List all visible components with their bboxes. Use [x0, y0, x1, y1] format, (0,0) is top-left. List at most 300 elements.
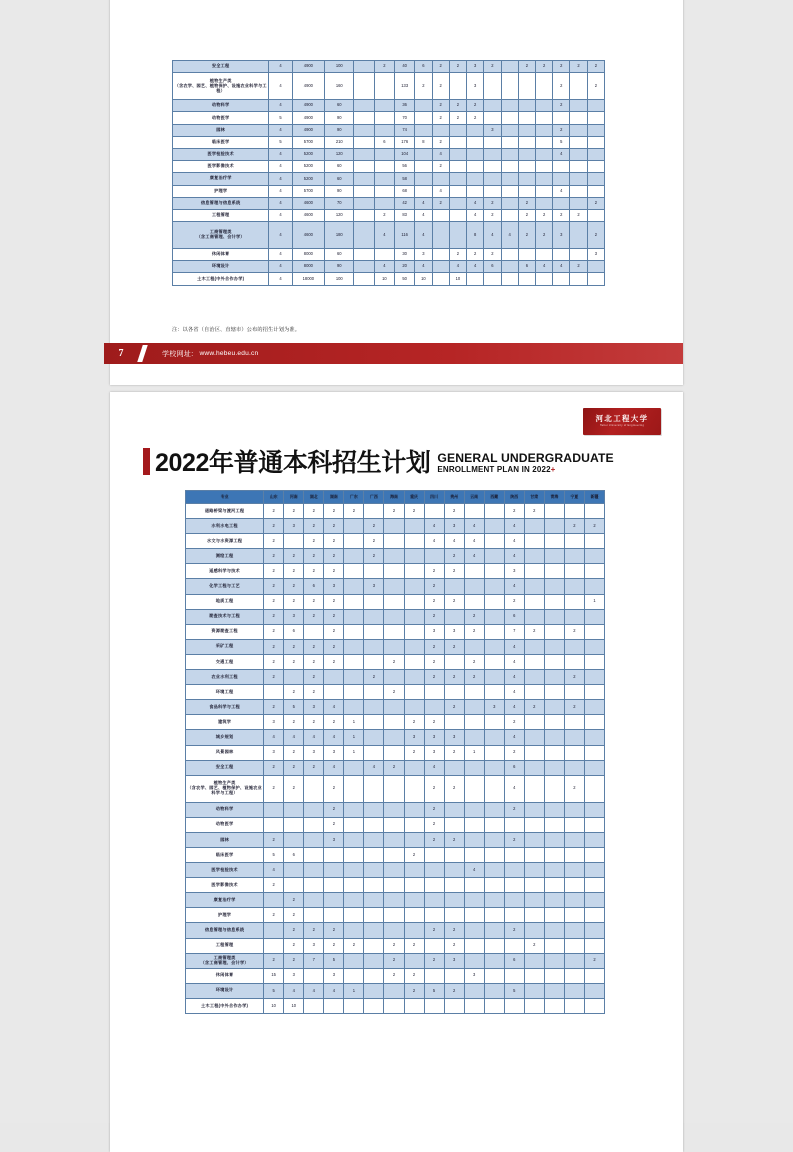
quota-cell: [449, 161, 466, 173]
quota-cell: [449, 73, 466, 100]
quota-cell: [384, 594, 404, 609]
quota-cell: [535, 100, 552, 112]
quota-cell: [364, 923, 384, 938]
quota-cell: [484, 519, 504, 534]
quota-cell: [444, 579, 464, 594]
quota-cell: [518, 112, 535, 124]
school-website-url[interactable]: www.hebeu.edu.cn: [199, 350, 259, 357]
quota-cell: [564, 564, 584, 579]
quota-cell: [284, 817, 304, 832]
quota-cell: [544, 760, 564, 775]
quota-cell: [484, 654, 504, 669]
title-plus-mark: +: [550, 465, 556, 474]
quota-cell: 2: [464, 624, 484, 639]
quota-cell: 56: [395, 161, 415, 173]
table-row: [186, 908, 605, 923]
quota-cell: [404, 654, 424, 669]
quota-cell: 60: [325, 100, 354, 112]
table-row: [173, 136, 605, 148]
table-row: [186, 685, 605, 700]
quota-cell: 2: [444, 670, 464, 685]
quota-cell: [374, 73, 394, 100]
quota-cell: [484, 112, 501, 124]
quota-cell: 2: [484, 61, 501, 73]
quota-cell: [444, 609, 464, 624]
quota-cell: 2: [584, 953, 604, 968]
table-row: [186, 878, 605, 893]
quota-cell: 3: [264, 745, 284, 760]
table-note: 注：以各省（自治区、直辖市）公布的招生计划为准。: [172, 327, 301, 333]
quota-cell: 4: [269, 73, 292, 100]
column-header: 海南: [384, 491, 404, 504]
quota-cell: [564, 847, 584, 862]
quota-cell: 2: [524, 504, 544, 519]
quota-cell: [404, 908, 424, 923]
major-name-cell: 环境设计: [173, 261, 269, 273]
quota-cell: [524, 534, 544, 549]
quota-cell: [553, 161, 570, 173]
quota-cell: 2: [564, 624, 584, 639]
quota-cell: 2: [504, 715, 524, 730]
quota-cell: [344, 594, 364, 609]
major-name-cell: 动物科学: [173, 100, 269, 112]
quota-cell: 2: [324, 938, 344, 953]
quota-cell: [504, 908, 524, 923]
quota-cell: 4: [467, 197, 484, 209]
quota-cell: [284, 832, 304, 847]
quota-cell: [444, 802, 464, 817]
title-accent-bar: [143, 448, 150, 475]
page-number: 7: [118, 348, 124, 359]
quota-cell: [404, 534, 424, 549]
major-name-cell: 化学工程与工艺: [186, 579, 264, 594]
quota-cell: [524, 923, 544, 938]
quota-cell: [524, 745, 544, 760]
quota-cell: 2: [444, 639, 464, 654]
quota-cell: 4600: [292, 197, 324, 209]
quota-cell: 2: [518, 222, 535, 249]
quota-cell: 2: [432, 197, 449, 209]
quota-cell: [404, 594, 424, 609]
quota-cell: 2: [432, 161, 449, 173]
quota-cell: [584, 685, 604, 700]
quota-cell: [501, 148, 518, 160]
quota-cell: [432, 209, 449, 221]
quota-cell: [324, 893, 344, 908]
quota-cell: [584, 908, 604, 923]
quota-cell: [354, 161, 374, 173]
quota-cell: [518, 73, 535, 100]
quota-cell: [544, 715, 564, 730]
quota-cell: 2: [464, 609, 484, 624]
table-row: [186, 953, 605, 968]
quota-cell: 3: [484, 700, 504, 715]
logo-name-cn: 河北工程大学: [595, 414, 649, 424]
quota-cell: [584, 579, 604, 594]
quota-cell: [501, 273, 518, 285]
quota-cell: [344, 670, 364, 685]
quota-cell: 2: [424, 715, 444, 730]
quota-cell: [464, 564, 484, 579]
quota-cell: 4: [269, 61, 292, 73]
quota-cell: [374, 124, 394, 136]
quota-cell: [384, 878, 404, 893]
quota-cell: 20: [395, 261, 415, 273]
quota-cell: 2: [284, 639, 304, 654]
quota-cell: 2: [444, 564, 464, 579]
quota-cell: 2: [444, 549, 464, 564]
major-name-cell: 信息管理与信息系统: [173, 197, 269, 209]
quota-cell: [544, 908, 564, 923]
quota-cell: [587, 261, 604, 273]
major-name-cell: 临床医学: [186, 847, 264, 862]
quota-cell: 4: [504, 730, 524, 745]
quota-cell: 4: [424, 760, 444, 775]
quota-cell: [354, 209, 374, 221]
quota-cell: 2: [304, 923, 324, 938]
quota-cell: 2: [324, 564, 344, 579]
quota-cell: [354, 273, 374, 285]
quota-cell: [501, 161, 518, 173]
quota-cell: [444, 685, 464, 700]
major-name-cell: 安全工程: [186, 760, 264, 775]
quota-cell: 2: [404, 504, 424, 519]
quota-cell: [535, 249, 552, 261]
quota-cell: [384, 998, 404, 1013]
quota-cell: [344, 817, 364, 832]
quota-cell: 2: [432, 136, 449, 148]
quota-cell: [584, 639, 604, 654]
quota-cell: [449, 197, 466, 209]
quota-cell: 2: [449, 112, 466, 124]
quota-cell: [464, 775, 484, 802]
table-row: [186, 700, 605, 715]
quota-cell: [484, 832, 504, 847]
major-name-cell: 工商管理类 （含工商管理、会计学）: [173, 222, 269, 249]
quota-cell: [484, 847, 504, 862]
quota-cell: 5: [504, 983, 524, 998]
quota-cell: 90: [325, 124, 354, 136]
quota-cell: [404, 700, 424, 715]
quota-cell: [344, 893, 364, 908]
quota-cell: [449, 185, 466, 197]
quota-cell: 4: [269, 173, 292, 185]
quota-cell: [344, 923, 364, 938]
quota-cell: 74: [395, 124, 415, 136]
column-header: 四川: [424, 491, 444, 504]
quota-cell: [544, 953, 564, 968]
quota-cell: [584, 549, 604, 564]
quota-cell: [464, 700, 484, 715]
quota-cell: 2: [264, 564, 284, 579]
quota-cell: [570, 73, 587, 100]
table-row: [186, 624, 605, 639]
quota-cell: [524, 564, 544, 579]
quota-cell: [518, 136, 535, 148]
table-row: [186, 549, 605, 564]
column-header: 广东: [344, 491, 364, 504]
quota-cell: 2: [564, 519, 584, 534]
quota-cell: [484, 564, 504, 579]
quota-cell: 2: [415, 73, 432, 100]
quota-cell: [484, 953, 504, 968]
quota-cell: 2: [284, 715, 304, 730]
quota-cell: [404, 817, 424, 832]
quota-cell: [384, 624, 404, 639]
quota-cell: 70: [395, 112, 415, 124]
quota-cell: 116: [395, 222, 415, 249]
quota-cell: [284, 802, 304, 817]
column-header: 山东: [264, 491, 284, 504]
quota-cell: [464, 504, 484, 519]
quota-cell: [524, 878, 544, 893]
quota-cell: 2: [324, 594, 344, 609]
quota-cell: 6: [304, 579, 324, 594]
quota-cell: [464, 878, 484, 893]
quota-cell: [484, 802, 504, 817]
quota-cell: 180: [325, 222, 354, 249]
quota-cell: [364, 908, 384, 923]
quota-cell: 2: [264, 639, 284, 654]
major-name-cell: 交通工程: [186, 654, 264, 669]
table-row: [186, 504, 605, 519]
major-name-cell: 食品科学与工程: [186, 700, 264, 715]
table-row: [173, 161, 605, 173]
quota-cell: [524, 908, 544, 923]
quota-cell: [364, 564, 384, 579]
quota-cell: [564, 504, 584, 519]
quota-cell: [564, 760, 584, 775]
quota-cell: [484, 670, 504, 685]
quota-cell: [584, 998, 604, 1013]
quota-cell: [504, 847, 524, 862]
quota-cell: 2: [324, 534, 344, 549]
quota-cell: 2: [304, 670, 324, 685]
quota-cell: 5: [264, 847, 284, 862]
quota-cell: 4: [484, 222, 501, 249]
title-english-line2: [437, 465, 613, 475]
table-row: [173, 100, 605, 112]
quota-cell: 2: [444, 775, 464, 802]
quota-cell: [544, 564, 564, 579]
major-name-cell: 动物科学: [186, 802, 264, 817]
quota-cell: [535, 73, 552, 100]
quota-cell: [584, 832, 604, 847]
quota-cell: [570, 173, 587, 185]
quota-cell: [424, 685, 444, 700]
quota-cell: [324, 863, 344, 878]
quota-cell: [570, 112, 587, 124]
quota-cell: [374, 185, 394, 197]
quota-cell: [535, 173, 552, 185]
quota-cell: [415, 112, 432, 124]
quota-cell: [564, 998, 584, 1013]
quota-cell: [587, 161, 604, 173]
quota-cell: [564, 579, 584, 594]
quota-cell: [384, 847, 404, 862]
quota-cell: [501, 100, 518, 112]
quota-cell: 40: [395, 61, 415, 73]
quota-cell: 2: [264, 700, 284, 715]
quota-cell: 42: [395, 197, 415, 209]
quota-cell: [524, 832, 544, 847]
quota-cell: [304, 802, 324, 817]
quota-cell: [384, 745, 404, 760]
quota-cell: 10: [264, 998, 284, 1013]
quota-cell: 2: [553, 124, 570, 136]
quota-cell: 2: [570, 209, 587, 221]
quota-cell: 5: [553, 136, 570, 148]
quota-cell: [544, 923, 564, 938]
quota-cell: [564, 953, 584, 968]
quota-cell: [504, 817, 524, 832]
major-name-cell: 植物生产类 （含农学、园艺、植物保护、设施农业科学与工程）: [186, 775, 264, 802]
quota-cell: [284, 534, 304, 549]
quota-cell: [570, 273, 587, 285]
quota-cell: [364, 639, 384, 654]
quota-cell: [484, 136, 501, 148]
quota-cell: 2: [432, 73, 449, 100]
quota-cell: 4: [424, 519, 444, 534]
quota-cell: 90: [325, 112, 354, 124]
quota-cell: 3: [404, 730, 424, 745]
quota-cell: [404, 639, 424, 654]
quota-cell: [344, 654, 364, 669]
quota-cell: 4: [269, 161, 292, 173]
quota-cell: 2: [364, 519, 384, 534]
quota-cell: 2: [504, 923, 524, 938]
column-header: 河南: [284, 491, 304, 504]
table-row: [173, 148, 605, 160]
quota-cell: 2: [264, 953, 284, 968]
quota-cell: 7: [504, 624, 524, 639]
quota-cell: 4: [269, 100, 292, 112]
quota-cell: [364, 893, 384, 908]
quota-cell: [444, 863, 464, 878]
table-row: [186, 639, 605, 654]
quota-cell: [484, 775, 504, 802]
quota-cell: 5: [324, 953, 344, 968]
quota-cell: 50: [395, 273, 415, 285]
quota-cell: 2: [324, 923, 344, 938]
quota-cell: [374, 161, 394, 173]
quota-cell: 2: [424, 579, 444, 594]
quota-cell: [501, 124, 518, 136]
quota-cell: [544, 504, 564, 519]
quota-cell: [364, 654, 384, 669]
quota-cell: [544, 893, 564, 908]
quota-cell: [374, 112, 394, 124]
quota-cell: 5: [264, 983, 284, 998]
quota-cell: 1: [584, 594, 604, 609]
quota-cell: [464, 639, 484, 654]
quota-cell: [464, 802, 484, 817]
quota-cell: [344, 624, 364, 639]
table-row: [186, 715, 605, 730]
quota-cell: [324, 908, 344, 923]
quota-cell: 3: [484, 124, 501, 136]
quota-cell: 4: [269, 124, 292, 136]
quota-cell: [544, 745, 564, 760]
quota-cell: [484, 983, 504, 998]
quota-cell: 3: [424, 730, 444, 745]
quota-cell: [415, 173, 432, 185]
table-row: [173, 112, 605, 124]
page-sheet-7: [110, 0, 683, 385]
quota-cell: [324, 685, 344, 700]
quota-cell: 4: [553, 261, 570, 273]
major-name-cell: 医学影像技术: [186, 878, 264, 893]
column-header: 云南: [464, 491, 484, 504]
table-row: [186, 775, 605, 802]
quota-cell: 2: [264, 670, 284, 685]
quota-cell: [384, 670, 404, 685]
quota-cell: [535, 185, 552, 197]
quota-cell: [424, 893, 444, 908]
quota-cell: [570, 124, 587, 136]
quota-cell: 2: [553, 209, 570, 221]
quota-cell: 2: [467, 112, 484, 124]
table-row: [186, 863, 605, 878]
quota-cell: 2: [444, 504, 464, 519]
table-row: [186, 745, 605, 760]
quota-cell: [354, 249, 374, 261]
enrollment-plan-table-bottom: [185, 490, 605, 1014]
quota-cell: 2: [524, 624, 544, 639]
quota-cell: [374, 197, 394, 209]
slash-icon: [138, 343, 154, 364]
quota-cell: [304, 908, 324, 923]
major-name-cell: 信息管理与信息系统: [186, 923, 264, 938]
quota-cell: [564, 832, 584, 847]
major-name-cell: 护理学: [186, 908, 264, 923]
quota-cell: [570, 148, 587, 160]
quota-cell: 2: [432, 100, 449, 112]
quota-cell: [504, 968, 524, 983]
quota-cell: [415, 148, 432, 160]
table-row: [186, 983, 605, 998]
quota-cell: 30: [395, 249, 415, 261]
quota-cell: [364, 968, 384, 983]
major-name-cell: 医学检验技术: [173, 148, 269, 160]
major-name-cell: 环境工程: [186, 685, 264, 700]
table-row: [186, 579, 605, 594]
quota-cell: 2: [444, 832, 464, 847]
quota-cell: [404, 685, 424, 700]
quota-cell: [584, 817, 604, 832]
quota-cell: 2: [424, 670, 444, 685]
quota-cell: [384, 564, 404, 579]
quota-cell: 2: [284, 908, 304, 923]
quota-cell: 2: [264, 519, 284, 534]
quota-cell: [584, 534, 604, 549]
quota-cell: 2: [364, 549, 384, 564]
quota-cell: 6: [284, 847, 304, 862]
quota-cell: [424, 938, 444, 953]
quota-cell: 4: [444, 534, 464, 549]
quota-cell: [467, 124, 484, 136]
quota-cell: 4: [364, 760, 384, 775]
quota-cell: 5200: [292, 148, 324, 160]
quota-cell: [364, 504, 384, 519]
quota-cell: 36: [395, 100, 415, 112]
quota-cell: [304, 893, 324, 908]
quota-cell: [404, 549, 424, 564]
quota-cell: 3: [284, 968, 304, 983]
quota-cell: 2: [484, 197, 501, 209]
quota-cell: [501, 173, 518, 185]
quota-cell: 4: [269, 222, 292, 249]
